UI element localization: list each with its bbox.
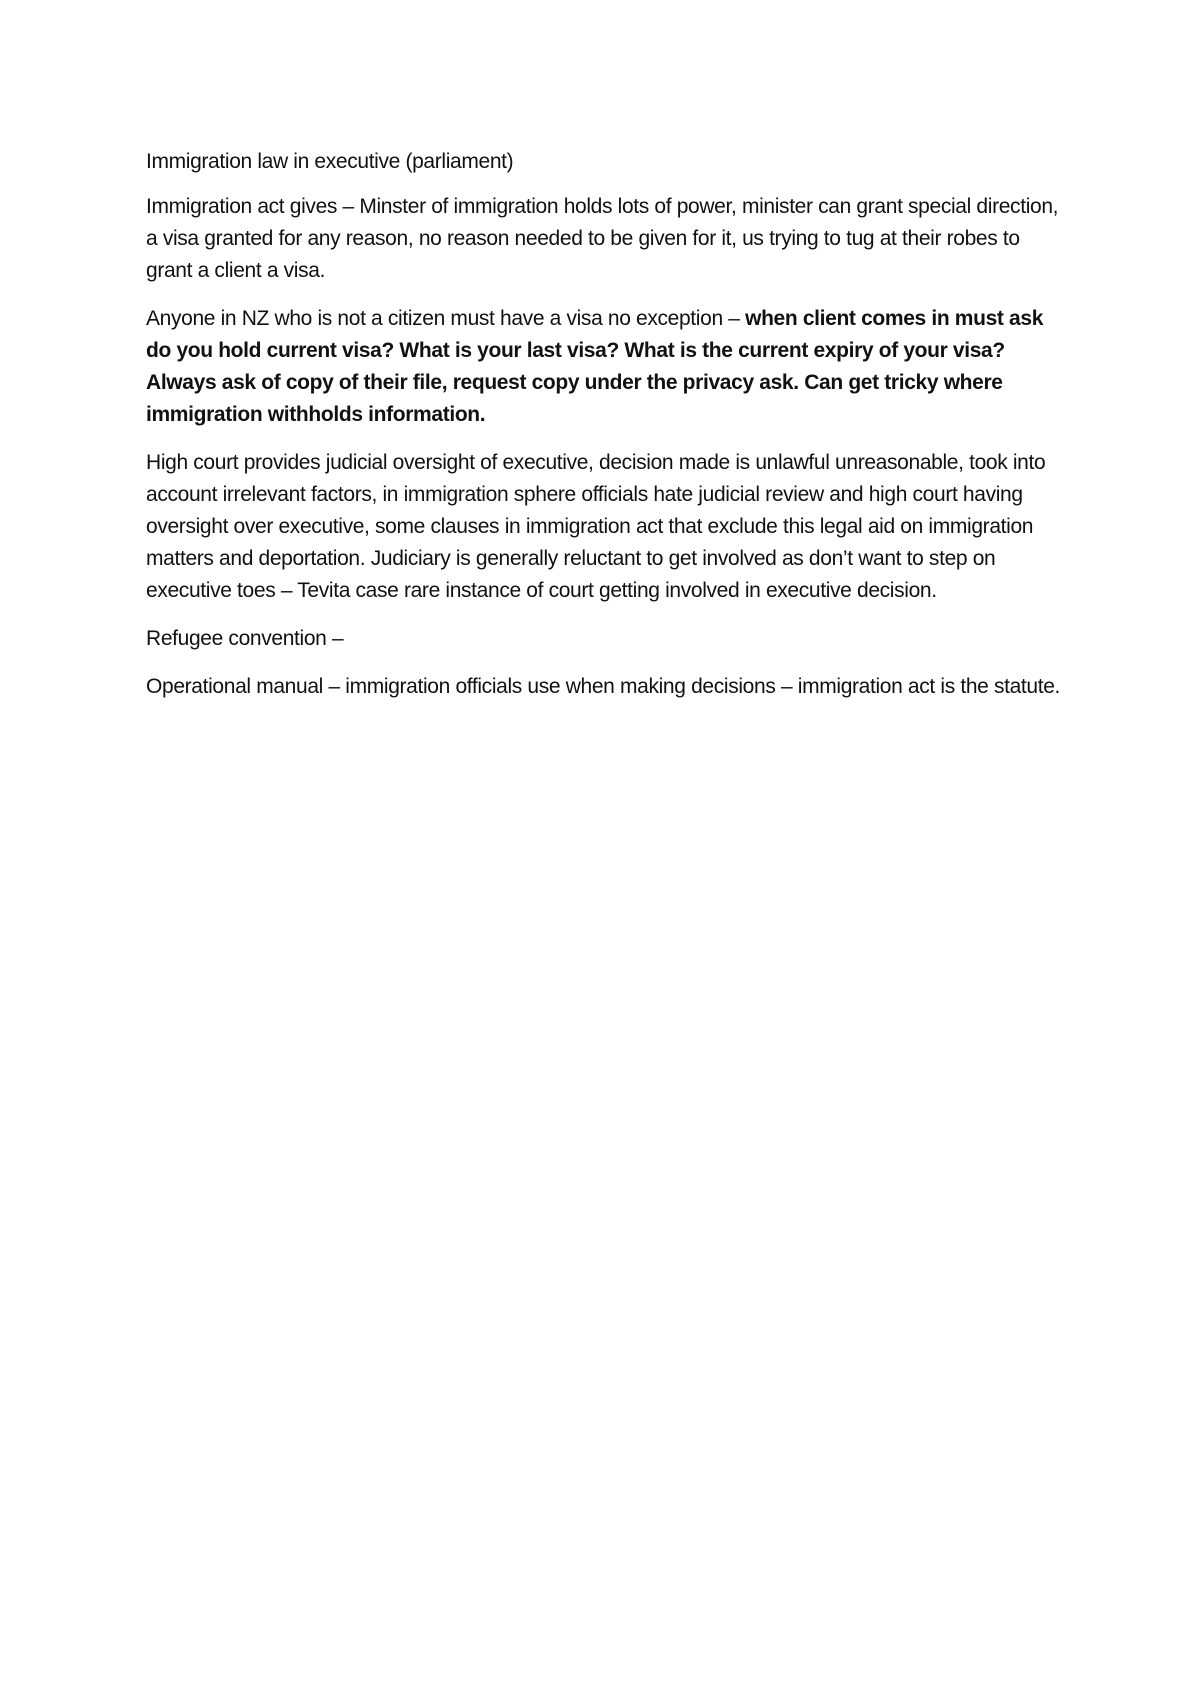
paragraph-refugee-convention: Refugee convention – — [146, 627, 344, 650]
paragraph-visa-requirement — [146, 303, 1066, 431]
visa-requirement-bold-text: when client comes in must ask do you hold current visa? What is your last visa? What is the current expiry of your visa? Always ask of copy of their file, request copy under the privacy ask. Can get tricky where immigration withholds information. — [146, 307, 1044, 426]
heading-paragraph: Immigration law in executive (parliament) — [146, 150, 514, 173]
document-body — [146, 146, 1066, 719]
paragraph-operational-manual: Operational manual – immigration officials use when making decisions – immigration act is the statute. — [146, 675, 1061, 698]
visa-requirement-text: Anyone in NZ who is not a citizen must have a visa no exception – — [146, 307, 746, 330]
paragraph-immigration-act: Immigration act gives – Minster of immigration holds lots of power, minister can grant special direction, a visa granted for any reason, no reason needed to be given for it, us trying to tug at their robes to grant a client a visa. — [146, 195, 1059, 282]
paragraph-high-court: High court provides judicial oversight of executive, decision made is unlawful unreasonable, took into account irrelevant factors, in immigration sphere officials hate judicial review and high court having oversight over executive, some clauses in immigration act that exclude this legal aid on immigration matters and deportation. Judiciary is generally reluctant to get involved as don’t want to step on executive toes – Tevita case rare instance of court getting involved in executive decision. — [146, 451, 1046, 602]
